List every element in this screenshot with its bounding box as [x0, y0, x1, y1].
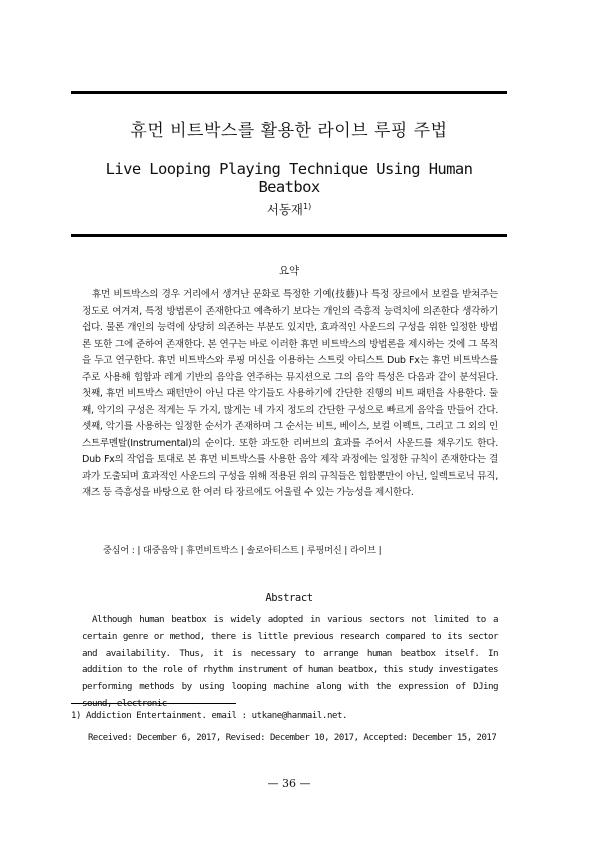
keywords: 중심어 : | 대중음악 | 휴먼비트박스 | 솔로아티스트 | 루핑머신 | 라이브 | — [103, 545, 382, 556]
footnote: 1) Addiction Entertainment. email : utkane@hanmail.net. — [71, 711, 348, 721]
footnote-rule — [71, 703, 236, 704]
received-dates: Received: December 6, 2017, Revised: December 10, 2017, Accepted: December 15, 2017 — [88, 733, 497, 743]
author-name: 서동재 — [266, 202, 303, 217]
title-bottom-rule — [71, 234, 507, 237]
author — [71, 200, 507, 218]
abstract-english-body: Although human beatbox is widely adopted in various sectors not limited to a certain genre or method, there is little previous research compared to its sector and availability. Thus, it is necessary to arrange human beatbox itself. In addition to the role of rhythm instrument of human beatbox, this study investigates performing methods by using looping machine along with the expression of DJing — [82, 614, 498, 693]
page-number: — 36 — — [267, 777, 311, 790]
abstract-english-heading: Abstract — [265, 592, 313, 604]
top-rule — [71, 91, 507, 94]
title-english: Live Looping Playing Technique Using Human Beatbox — [105, 160, 473, 196]
abstract-korean-body: 휴먼 비트박스의 경우 거리에서 생겨난 문화로 특정한 기예(技藝)나 특정 장르에서 보컬을 받쳐주는 정도로 여겨져, 특정 방법론이 존재한다고 예측하기 보다는 개인의 즉흥적 능력치에 의존한다 생각하기 쉽다. 물론 개인의 능력에 상당히 의존하는 부분도 있지만, 효과적인 사운드의 구성을 위한 일정한 방법론 또한 그에 준하여 존재한다. 본 연구는 바로 이러한 휴먼 비트박스의 방법론을 제시하는 것에 그 목적을 두고 연구한다. 휴먼 비트박스와 루핑 머신을 이용하는 스트릿 아티스트 Dub Fx는 휴먼 비트박스를 주로 사용해 힙합과 레게 기반의 음악을 연주하는 뮤지션으로 그의 음악 특성은 다음과 같이 분석된다. 첫째, 휴먼 비트박스 패턴만이 아닌 다른 악기들도 사용하기에 간단한 진행의 비트 패턴을 사용한다. 둘째, 악기의 구성은 적게는 두 가지, 많게는 네 가지 정도의 간단한 구성으로 빠르게 음악을 만들어 간다. 셋째, 악기를 사용하는 일정한 순서가 존재하며 그 순서는 비트, 베이스, 보컬 이펙트, 그리고 그 외의 인스트루멘탈(Instrumental)의 순이다. 또한 과도한 리버브의 효과를 주어서 사운드를 채우기도 한다. Dub Fx의 작업을 토대로 본 휴먼 비트박스를 사용한 음악 제작 과정에는 일정한 규칙이 존재한다는 결과가 도출되며 효과적인 사운드의 구성을 위해 적용된 위의 규칙들은 힙합뿐만이 아닌, 일렉트로닉 뮤직, 재즈 등 즉흥성을 바탕으로 한 여러 타 장르에도 어울릴 수 있는 가능성을 제시한다. — [82, 289, 498, 498]
author-footnote-mark: 1) — [303, 202, 312, 211]
title-korean: 휴먼 비트박스를 활용한 라이브 루핑 주법 — [130, 121, 448, 141]
abstract-korean-heading: 요약 — [278, 265, 300, 277]
